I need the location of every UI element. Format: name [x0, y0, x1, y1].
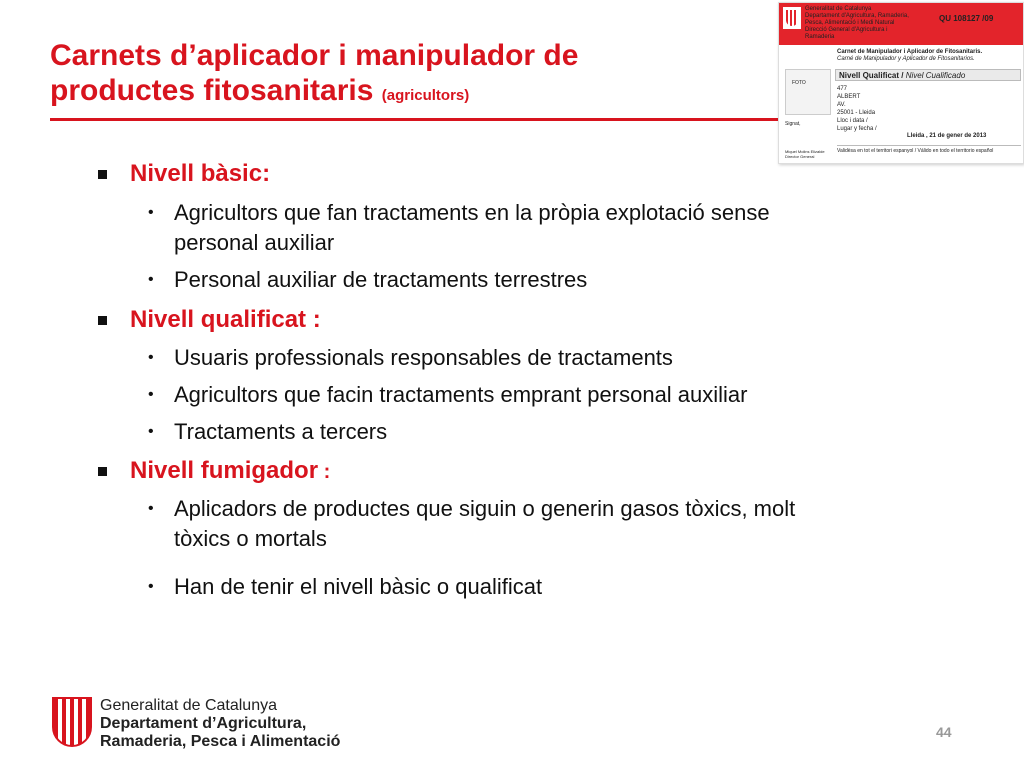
card-issuer-line: Departament d'Agricultura, Ramaderia,: [805, 13, 909, 19]
bullet-dot-icon: •: [148, 204, 154, 221]
card-field: Lugar y fecha /: [837, 126, 877, 132]
list-item-text: tòxics o mortals: [174, 526, 327, 551]
footer-org-line3: Ramaderia, Pesca i Alimentació: [100, 733, 341, 750]
level-fumigator-label: Nivell fumigador: [130, 457, 319, 484]
card-fields: [837, 85, 957, 133]
list-item-text: Aplicadors de productes que siguin o generin gasos tòxics, molt: [174, 496, 796, 521]
card-validity: Validèsa en tot el territori espanyol / Válido en todo el territorio español: [837, 145, 1021, 155]
list-item-text: Agricultors que fan tractaments en la pròpia explotació sense: [174, 200, 770, 225]
card-field: ALBERT: [837, 94, 861, 100]
list-item-text: personal auxiliar: [174, 230, 335, 255]
card-field: 477: [837, 86, 848, 92]
card-issuer-line: Generalitat de Catalunya: [805, 6, 872, 12]
bullet-dot-icon: •: [148, 386, 154, 403]
card-date: Lleida , 21 de gener de 2013: [907, 133, 987, 139]
slide-title-small: (agricultors): [381, 87, 470, 104]
list-item-text: Tractaments a tercers: [174, 419, 388, 444]
senyera-shield-icon: [52, 697, 92, 747]
level-fumigator-colon: :: [318, 461, 331, 483]
generalitat-emblem-icon: [783, 7, 801, 29]
list-item-text: Personal auxiliar de tractaments terrestres: [174, 267, 588, 292]
card-signer: [785, 149, 831, 159]
square-bullet-icon: [98, 467, 107, 476]
list-item-continuation: [148, 524, 928, 554]
card-level-es: Nivel Cualificado: [903, 71, 966, 80]
list-item: [148, 198, 928, 228]
card-code: QU 108127 /09: [939, 14, 994, 23]
list-item: [148, 265, 928, 295]
card-title-cat: Carnet de Manipulador i Aplicador de Fitosanitaris.: [837, 49, 983, 55]
footer-org-line1: Generalitat de Catalunya: [100, 697, 277, 714]
card-level-cat: Nivell Qualificat /: [839, 71, 904, 80]
bullet-dot-icon: •: [148, 349, 154, 366]
footer-org-line2: Departament d’Agricultura,: [100, 715, 307, 732]
card-signer-line: Miquel Molins Elizalde: [785, 149, 825, 154]
card-signature-label: Signat,: [785, 121, 801, 127]
level-qualified-label: Nivell qualificat :: [130, 306, 321, 333]
level-basic-label: Nivell bàsic:: [130, 160, 271, 187]
bullet-dot-icon: •: [148, 578, 154, 595]
title-underline: [50, 118, 780, 121]
card-photo-label: FOTO: [792, 80, 806, 86]
page-number: 44: [936, 724, 952, 740]
list-item: [148, 380, 928, 410]
list-item-continuation: [148, 228, 928, 258]
slide-title-line2: productes fitosanitaris: [50, 74, 374, 107]
square-bullet-icon: [98, 316, 107, 325]
card-photo-placeholder: [785, 69, 831, 115]
level-fumigator-text: [130, 457, 330, 486]
card-issuer-line: Ramaderia: [805, 34, 835, 40]
square-bullet-icon: [98, 170, 107, 179]
card-issuer: [805, 6, 945, 41]
card-title: [837, 49, 1017, 63]
list-item-text: Han de tenir el nivell bàsic o qualificat: [174, 574, 543, 599]
card-field: Lloc i data /: [837, 118, 868, 124]
list-item-text: Usuaris professionals responsables de tractaments: [174, 345, 673, 370]
list-item: [148, 417, 928, 447]
card-issuer-line: Direcció General d'Agricultura i: [805, 27, 888, 33]
slide-title-line1: Carnets d’aplicador i manipulador de: [50, 39, 579, 72]
card-field: AV.: [837, 102, 846, 108]
license-card-image: [778, 2, 1024, 164]
list-item: [148, 572, 928, 602]
generalitat-logo-icon: [52, 697, 92, 747]
card-title-es: Carné de Manipulador y Aplicador de Fitosanitarios.: [837, 56, 975, 62]
card-level: [835, 69, 1021, 81]
bullet-dot-icon: •: [148, 423, 154, 440]
slide-title: [50, 38, 770, 113]
list-item: [148, 343, 928, 373]
footer-organization: [100, 697, 340, 751]
bullet-dot-icon: •: [148, 500, 154, 517]
card-issuer-line: Pesca, Alimentació i Medi Natural: [805, 20, 895, 26]
card-signer-line: Director General: [785, 154, 815, 159]
card-field: 25001 - Lleida: [837, 110, 876, 116]
bullet-dot-icon: •: [148, 271, 154, 288]
list-item: [148, 494, 928, 524]
list-item-text: Agricultors que facin tractaments emprant personal auxiliar: [174, 382, 748, 407]
